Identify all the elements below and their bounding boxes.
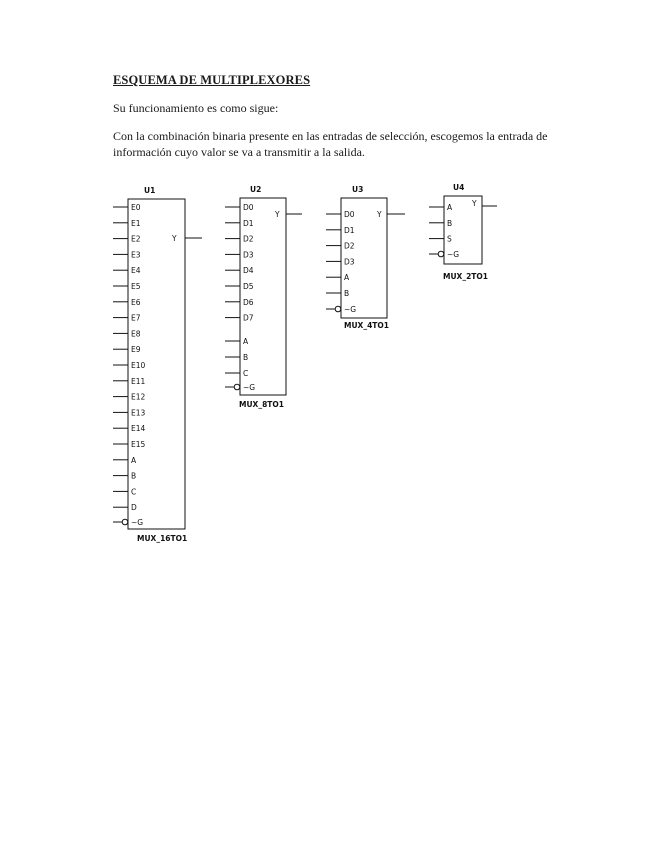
- input-pin: [225, 353, 248, 362]
- input-pin: [113, 487, 136, 496]
- pin-label: D0: [344, 210, 355, 219]
- output-pin-label: Y: [275, 210, 280, 219]
- chip-u4: [429, 183, 497, 281]
- pin-label: D1: [243, 218, 254, 228]
- chip-designator: U2: [250, 185, 262, 194]
- input-pin: [113, 503, 137, 512]
- inversion-bubble: [335, 306, 341, 312]
- pin-label: S: [447, 234, 452, 244]
- input-pin: [326, 257, 355, 266]
- chip-u2: [225, 185, 302, 409]
- pin-label: E12: [131, 392, 146, 402]
- pin-label: ~G: [447, 250, 460, 259]
- pin-label: E10: [131, 361, 146, 370]
- pin-label: E0: [131, 203, 141, 212]
- pin-label: E15: [131, 440, 146, 449]
- input-pin: [113, 219, 141, 228]
- pin-label: D1: [344, 225, 355, 235]
- pin-label: E3: [131, 250, 141, 260]
- input-pin: [113, 203, 141, 212]
- pin-label: A: [447, 203, 453, 212]
- pin-label: B: [243, 353, 249, 362]
- input-pin: [225, 369, 248, 378]
- pin-label: D5: [243, 282, 254, 291]
- pin-label: E9: [131, 345, 141, 355]
- pin-label: A: [344, 273, 350, 283]
- pin-label: E2: [131, 234, 141, 244]
- document-title: ESQUEMA DE MULTIPLEXORES: [113, 73, 311, 87]
- inversion-bubble: [438, 251, 444, 257]
- pin-label: D3: [344, 257, 355, 267]
- input-pin: [326, 242, 355, 251]
- input-pin: [225, 337, 249, 346]
- chip-u1: [113, 186, 202, 543]
- input-pin: [429, 235, 452, 244]
- input-pin: [225, 298, 254, 307]
- output-pin-label: Y: [472, 199, 477, 208]
- inversion-bubble: [122, 519, 128, 525]
- input-pin: [326, 289, 349, 298]
- input-pin: [113, 345, 141, 354]
- input-pin: [225, 203, 254, 212]
- input-pin: [326, 226, 355, 235]
- input-pin: [225, 250, 254, 259]
- input-pin: [113, 329, 141, 338]
- input-pin: [113, 235, 141, 244]
- paragraph-intro: Su funcionamiento es como sigue:: [113, 101, 279, 115]
- pin-label: E6: [131, 297, 141, 307]
- pin-label: D4: [243, 266, 254, 276]
- input-pin: [225, 314, 254, 323]
- pin-label: B: [131, 471, 137, 481]
- input-pin: [113, 250, 141, 259]
- pin-label: E4: [131, 266, 141, 276]
- pin-label: D2: [344, 241, 355, 251]
- input-pin: [113, 472, 136, 481]
- input-pin: [429, 219, 452, 228]
- output-pin-label: Y: [377, 210, 382, 219]
- pin-label: A: [243, 337, 249, 346]
- input-pin: [113, 266, 141, 275]
- input-pin: [225, 266, 254, 275]
- chip-part-name: MUX_8TO1: [239, 400, 285, 409]
- chip-part-name: MUX_16TO1: [137, 534, 188, 543]
- pin-label: E11: [131, 376, 146, 386]
- pin-label: B: [447, 218, 453, 228]
- input-pin: [113, 282, 141, 291]
- pin-label: ~G: [243, 383, 256, 392]
- pin-label: E8: [131, 329, 141, 339]
- pin-label: C: [243, 369, 249, 378]
- chip-part-name: MUX_4TO1: [344, 321, 390, 330]
- input-pin: [113, 314, 141, 323]
- pin-label: ~G: [344, 305, 357, 314]
- input-pin: [113, 298, 141, 307]
- pin-label: D3: [243, 250, 254, 260]
- pin-label: E14: [131, 424, 146, 434]
- pin-label: D7: [243, 313, 254, 323]
- pin-label: D6: [243, 297, 254, 307]
- chip-designator: U1: [144, 186, 156, 195]
- input-pin: [326, 210, 355, 219]
- pin-label: D: [131, 503, 137, 513]
- input-pin: [113, 456, 137, 465]
- input-pin: [225, 235, 254, 244]
- pin-label: C: [131, 487, 137, 497]
- chip-u3: [326, 185, 405, 330]
- pin-label: B: [344, 289, 350, 298]
- pin-label: A: [131, 455, 137, 465]
- pin-label: E1: [131, 218, 141, 228]
- paragraph-description: Con la combinación binaria presente en las entradas de selección, escogemos la entrada de información cuyo valor se va a transmitir a la salida.: [113, 129, 548, 159]
- input-pin: [429, 203, 453, 212]
- pin-label: D2: [243, 234, 254, 244]
- pin-label: D0: [243, 203, 254, 212]
- pin-label: E13: [131, 408, 146, 418]
- output-pin-label: Y: [172, 234, 177, 243]
- chip-designator: U4: [453, 183, 465, 192]
- pin-label: ~G: [131, 518, 144, 527]
- input-pin: [326, 273, 350, 282]
- input-pin: [225, 219, 254, 228]
- pin-label: E7: [131, 313, 141, 323]
- chip-part-name: MUX_2TO1: [443, 272, 489, 281]
- pin-label: E5: [131, 282, 141, 291]
- chip-designator: U3: [352, 185, 364, 194]
- input-pin: [225, 282, 254, 291]
- inversion-bubble: [234, 384, 240, 390]
